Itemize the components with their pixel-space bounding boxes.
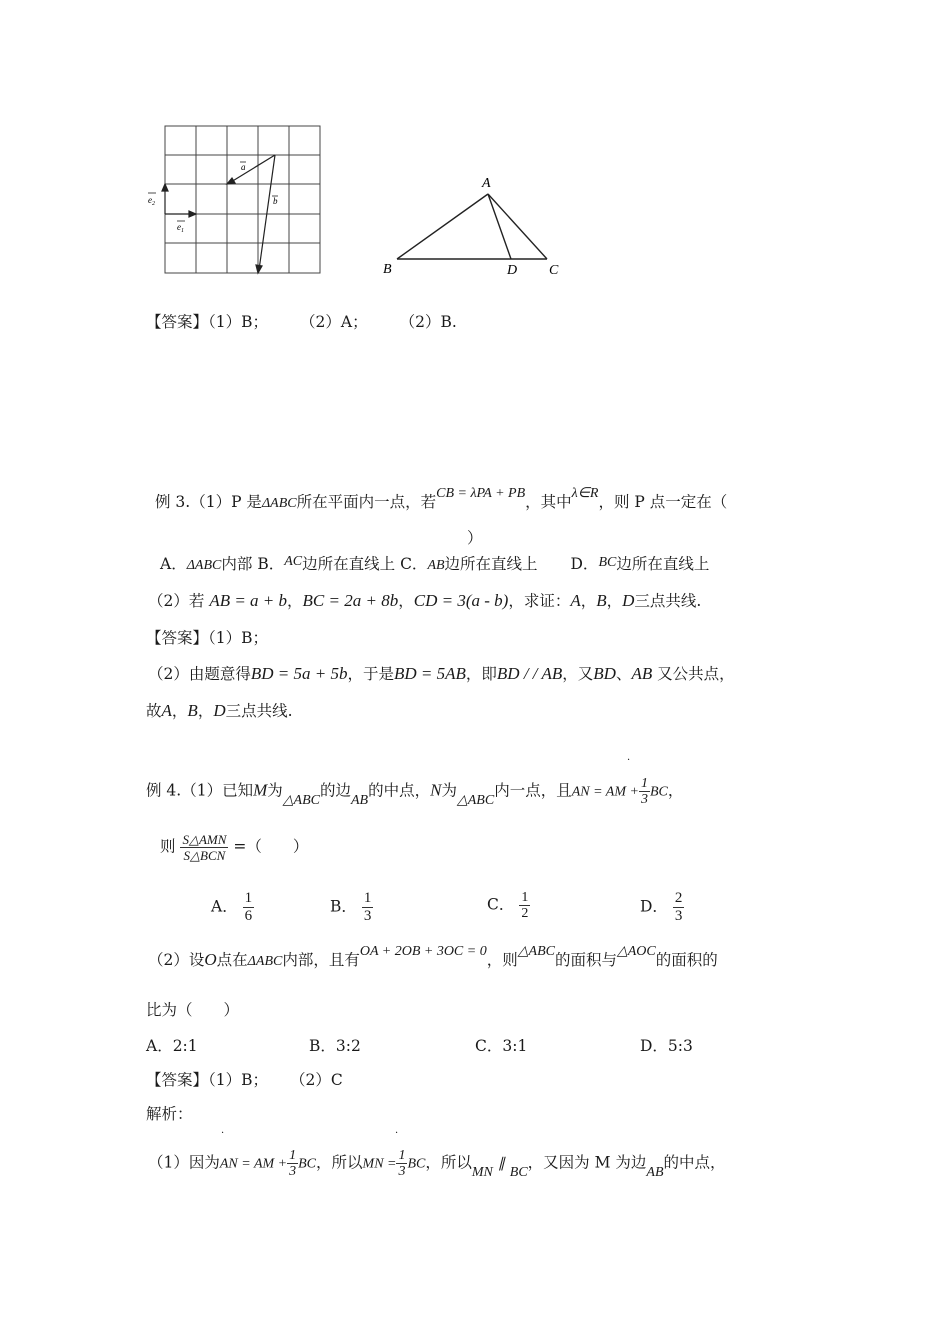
vector-dot-mark-2: ·: [221, 1128, 225, 1139]
ex4-option-a: A． $\frac{1}{6}$: [211, 890, 253, 924]
ex4-option-b: B． $\frac{1}{3}$: [330, 890, 372, 924]
ex4-ratio-line: 则 $\frac{\text{S△AMN}}{\text{S△BCN}}$ =（ ）: [160, 832, 309, 863]
ex3-answer: 【答案】（1）B；: [146, 629, 269, 647]
ex3-options: A．ΔABC内部 B．AC边所在直线上 C．AB边所在直线上 D．BC边所在直线上: [160, 554, 710, 573]
ex3-close-paren: ）: [467, 529, 483, 547]
ex4-question-1: 例 4.（1）已知M为△ABC的边AB的中点，N为△ABC内一点，且AN = AM + $\frac{1}{3}$ BC，: [146, 776, 684, 808]
vertex-C: C: [549, 263, 559, 278]
ex4-question-2: （2）设O点在ΔABC内部，且有OA + 2OB + 3OC = 0，则△ABC的面积与△AOC的面积的: [148, 944, 718, 969]
ex3-question-2: （2）若 AB = a + b，BC = 2a + 8b，CD = 3(a - b)，求证：A，B，D三点共线.: [148, 591, 702, 610]
area-ratio-fraction: $\frac{\text{S△AMN}}{\text{S△BCN}}$: [182, 832, 227, 863]
a-vector: [231, 155, 275, 182]
vertex-B: B: [383, 262, 392, 277]
ex3-solution-2: 故A，B，D三点共线.: [146, 701, 293, 720]
e2-label: $e_2$: [148, 195, 155, 207]
vector-dot-mark-3: ·: [395, 1128, 399, 1139]
b-vector: [259, 155, 275, 270]
a-label: a: [241, 162, 246, 172]
vector-dot-mark: ·: [627, 755, 631, 766]
ex4-option-d: D． $\frac{2}{3}$: [640, 890, 683, 924]
ex4-question-2-cont: 比为（ ）: [146, 1001, 240, 1019]
ex4-answer: 【答案】（1）B； （2）C: [146, 1071, 343, 1089]
vertex-A: A: [482, 176, 491, 191]
vector-grid-figure: [140, 118, 340, 283]
ex3-question-1: 例 3.（1）P 是ΔABC所在平面内一点，若CB = λPA + PB，其中λ∈R，则 P 点一定在（: [155, 486, 728, 511]
ex3-solution-1: （2）由题意得BD = 5a + 5b，于是BD = 5AB，即BD / / AB，又BD、AB 又公共点，: [148, 664, 735, 683]
triangle-figure: [375, 170, 575, 280]
vertex-D: D: [507, 263, 518, 278]
b-label: b: [273, 196, 278, 206]
ex4-option-c: C． $\frac{1}{2}$: [487, 890, 529, 921]
fraction-one-third: $\frac{1}{3}$: [640, 776, 648, 807]
ex4-solution-1: （1）因为AN = AM + $\frac{1}{3}$ BC，所以MN = $\frac{1}{3}$ BC，所以MN ∥ BC，又因为 M 为边AB的中点，: [148, 1148, 726, 1180]
analysis-label: 解析：: [146, 1105, 193, 1123]
e1-label: $e_1$: [177, 222, 184, 234]
answer-line-1: 【答案】（1）B； （2）A； （2）B.: [146, 313, 457, 331]
